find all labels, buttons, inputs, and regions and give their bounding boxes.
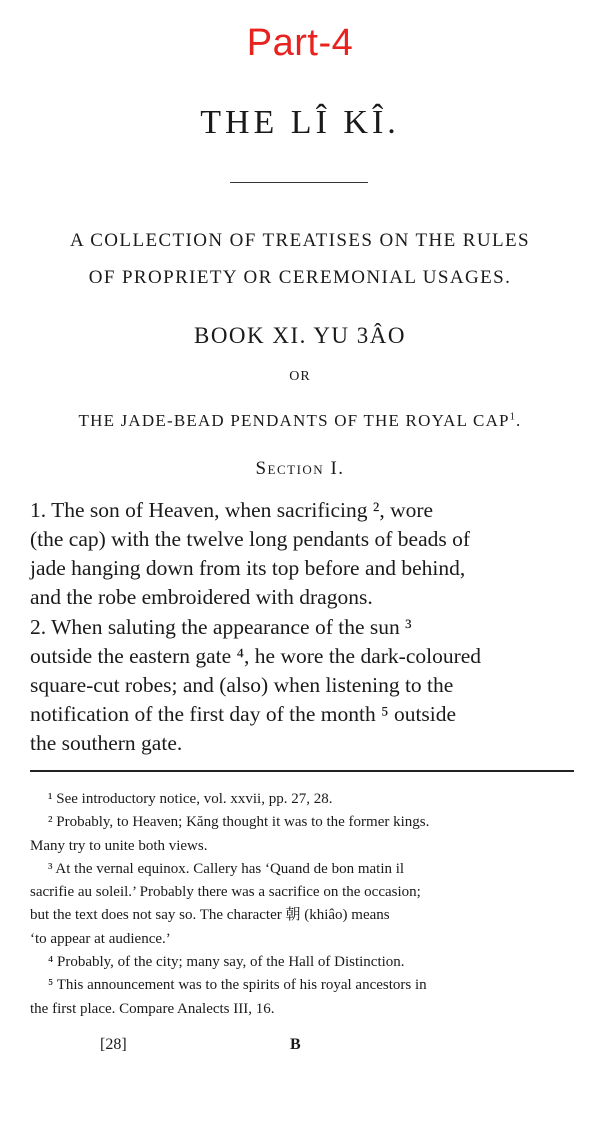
footnote-line: ¹ See introductory notice, vol. xxvii, pp. 27, 28. — [48, 791, 333, 807]
footnote-line: Many try to unite both views. — [30, 837, 208, 854]
paragraph-line: outside the eastern gate ⁴, he wore the dark-coloured — [30, 644, 482, 668]
footnotes — [30, 788, 575, 1021]
section-heading: Section I. — [255, 458, 345, 479]
part-label: Part-4 — [246, 22, 354, 64]
footnote-line: ‘to appear at audience.’ — [30, 930, 171, 947]
footnote-divider — [30, 770, 574, 772]
paragraph-line: notification of the first day of the month ⁵ outside — [30, 702, 457, 726]
paragraph-2 — [30, 613, 575, 758]
footnote-line: ² Probably, to Heaven; Kăng thought it was to the former kings. — [48, 814, 430, 831]
signature-mark: B — [290, 1036, 301, 1053]
collection-title-line-1: A COLLECTION OF TREATISES ON THE RULES — [70, 230, 530, 251]
collection-title-line-2: OF PROPRIETY OR CEREMONIAL USAGES. — [88, 267, 512, 288]
book-subtitle-text: THE JADE-BEAD PENDANTS OF THE ROYAL CAP — [78, 411, 510, 430]
footnote-line: but the text does not say so. The character 朝 (khiâo) means — [30, 907, 390, 924]
paragraph-line: (the cap) with the twelve long pendants of beads of — [30, 527, 471, 551]
paragraph-line: and the robe embroidered with dragons. — [30, 585, 373, 609]
main-title: THE LÎ KÎ. — [200, 104, 400, 141]
footnote-line: sacrifie au soleil.’ Probably there was a sacrifice on the occasion; — [30, 884, 421, 901]
paragraph-line: jade hanging down from its top before and behind, — [30, 556, 466, 580]
subtitle-footnote-ref: 1 — [509, 411, 517, 423]
book-heading: BOOK XI. YU 3ÂO — [193, 323, 407, 348]
paragraph-1 — [30, 496, 575, 612]
footnote-line: ³ At the vernal equinox. Callery has ‘Quand de bon matin il — [48, 860, 405, 877]
footnote-line: the first place. Compare Analects III, 16. — [30, 1000, 275, 1017]
or-connector: OR — [289, 369, 311, 384]
paragraph-line: 2. When saluting the appearance of the sun ³ — [30, 615, 412, 639]
paragraph-line: 1. The son of Heaven, when sacrificing ², wore — [30, 498, 434, 522]
footnote-line: ⁵ This announcement was to the spirits of his royal ancestors in — [48, 977, 427, 994]
page-number: [28] — [100, 1036, 127, 1053]
book-subtitle: THE JADE-BEAD PENDANTS OF THE ROYAL CAP$^1$. — [78, 411, 522, 430]
title-divider — [230, 182, 368, 183]
paragraph-line: square-cut robes; and (also) when listening to the — [30, 673, 454, 697]
paragraph-line: the southern gate. — [30, 731, 183, 755]
footnote-line: ⁴ Probably, of the city; many say, of the Hall of Distinction. — [48, 954, 405, 971]
